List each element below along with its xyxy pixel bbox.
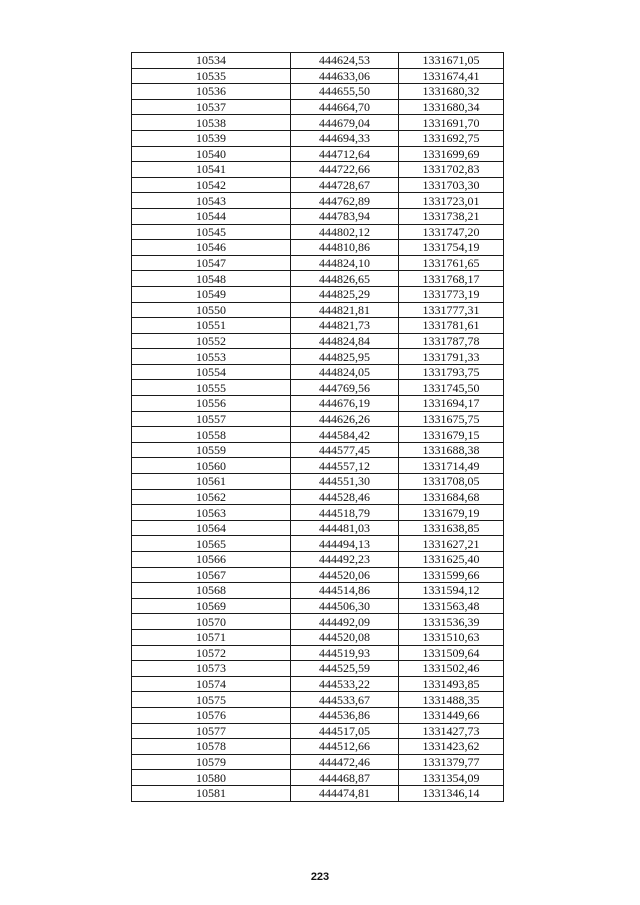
table-row — [132, 193, 504, 209]
x-coordinate-cell: 444679,04 — [291, 115, 399, 131]
x-coordinate-cell: 444821,81 — [291, 302, 399, 318]
y-coordinate-cell: 1331692,75 — [399, 130, 504, 146]
x-coordinate-cell: 444472,46 — [291, 754, 399, 770]
point-number-cell: 10570 — [132, 614, 291, 630]
x-coordinate-cell: 444551,30 — [291, 474, 399, 490]
point-number-cell: 10572 — [132, 645, 291, 661]
point-number-cell: 10580 — [132, 770, 291, 786]
x-coordinate-cell: 444584,42 — [291, 427, 399, 443]
table-row — [132, 380, 504, 396]
point-number-cell: 10577 — [132, 723, 291, 739]
table-row — [132, 629, 504, 645]
x-coordinate-cell: 444655,50 — [291, 84, 399, 100]
y-coordinate-cell: 1331679,19 — [399, 505, 504, 521]
x-coordinate-cell: 444528,46 — [291, 489, 399, 505]
y-coordinate-cell: 1331723,01 — [399, 193, 504, 209]
x-coordinate-cell: 444626,26 — [291, 411, 399, 427]
y-coordinate-cell: 1331563,48 — [399, 598, 504, 614]
table-row — [132, 68, 504, 84]
table-row — [132, 645, 504, 661]
x-coordinate-cell: 444474,81 — [291, 785, 399, 801]
point-number-cell: 10544 — [132, 208, 291, 224]
x-coordinate-cell: 444824,84 — [291, 333, 399, 349]
y-coordinate-cell: 1331777,31 — [399, 302, 504, 318]
y-coordinate-cell: 1331594,12 — [399, 583, 504, 599]
table-row — [132, 505, 504, 521]
point-number-cell: 10569 — [132, 598, 291, 614]
point-number-cell: 10571 — [132, 629, 291, 645]
point-number-cell: 10548 — [132, 271, 291, 287]
y-coordinate-cell: 1331754,19 — [399, 240, 504, 256]
y-coordinate-cell: 1331761,65 — [399, 255, 504, 271]
y-coordinate-cell: 1331627,21 — [399, 536, 504, 552]
y-coordinate-cell: 1331773,19 — [399, 286, 504, 302]
table-row — [132, 707, 504, 723]
x-coordinate-cell: 444525,59 — [291, 661, 399, 677]
table-row — [132, 661, 504, 677]
table-row — [132, 396, 504, 412]
y-coordinate-cell: 1331493,85 — [399, 676, 504, 692]
y-coordinate-cell: 1331781,61 — [399, 318, 504, 334]
table-row — [132, 240, 504, 256]
point-number-cell: 10539 — [132, 130, 291, 146]
y-coordinate-cell: 1331449,66 — [399, 707, 504, 723]
y-coordinate-cell: 1331787,78 — [399, 333, 504, 349]
table-row — [132, 676, 504, 692]
table-row — [132, 84, 504, 100]
y-coordinate-cell: 1331502,46 — [399, 661, 504, 677]
table-row — [132, 271, 504, 287]
y-coordinate-cell: 1331638,85 — [399, 520, 504, 536]
point-number-cell: 10575 — [132, 692, 291, 708]
y-coordinate-cell: 1331694,17 — [399, 396, 504, 412]
table-row — [132, 598, 504, 614]
point-number-cell: 10550 — [132, 302, 291, 318]
y-coordinate-cell: 1331510,63 — [399, 629, 504, 645]
x-coordinate-cell: 444826,65 — [291, 271, 399, 287]
point-number-cell: 10535 — [132, 68, 291, 84]
point-number-cell: 10547 — [132, 255, 291, 271]
x-coordinate-cell: 444520,08 — [291, 629, 399, 645]
point-number-cell: 10574 — [132, 676, 291, 692]
point-number-cell: 10534 — [132, 53, 291, 69]
table-row — [132, 411, 504, 427]
table-row — [132, 318, 504, 334]
x-coordinate-cell: 444519,93 — [291, 645, 399, 661]
x-coordinate-cell: 444633,06 — [291, 68, 399, 84]
point-number-cell: 10541 — [132, 162, 291, 178]
table-row — [132, 754, 504, 770]
y-coordinate-cell: 1331745,50 — [399, 380, 504, 396]
x-coordinate-cell: 444518,79 — [291, 505, 399, 521]
x-coordinate-cell: 444712,64 — [291, 146, 399, 162]
x-coordinate-cell: 444783,94 — [291, 208, 399, 224]
x-coordinate-cell: 444481,03 — [291, 520, 399, 536]
x-coordinate-cell: 444494,13 — [291, 536, 399, 552]
point-number-cell: 10562 — [132, 489, 291, 505]
table-row — [132, 442, 504, 458]
point-number-cell: 10546 — [132, 240, 291, 256]
table-row — [132, 286, 504, 302]
table-row — [132, 130, 504, 146]
point-number-cell: 10581 — [132, 785, 291, 801]
y-coordinate-cell: 1331793,75 — [399, 364, 504, 380]
point-number-cell: 10540 — [132, 146, 291, 162]
point-number-cell: 10559 — [132, 442, 291, 458]
table-row — [132, 224, 504, 240]
y-coordinate-cell: 1331354,09 — [399, 770, 504, 786]
point-number-cell: 10553 — [132, 349, 291, 365]
table-row — [132, 567, 504, 583]
x-coordinate-cell: 444769,56 — [291, 380, 399, 396]
table-row — [132, 583, 504, 599]
coordinates-table — [131, 52, 504, 802]
x-coordinate-cell: 444825,95 — [291, 349, 399, 365]
x-coordinate-cell: 444694,33 — [291, 130, 399, 146]
point-number-cell: 10560 — [132, 458, 291, 474]
table-row — [132, 364, 504, 380]
point-number-cell: 10554 — [132, 364, 291, 380]
y-coordinate-cell: 1331708,05 — [399, 474, 504, 490]
x-coordinate-cell: 444557,12 — [291, 458, 399, 474]
x-coordinate-cell: 444676,19 — [291, 396, 399, 412]
x-coordinate-cell: 444533,67 — [291, 692, 399, 708]
table-body — [132, 53, 504, 802]
x-coordinate-cell: 444762,89 — [291, 193, 399, 209]
point-number-cell: 10538 — [132, 115, 291, 131]
y-coordinate-cell: 1331768,17 — [399, 271, 504, 287]
x-coordinate-cell: 444520,06 — [291, 567, 399, 583]
point-number-cell: 10542 — [132, 177, 291, 193]
x-coordinate-cell: 444492,23 — [291, 552, 399, 568]
point-number-cell: 10565 — [132, 536, 291, 552]
page-number: 223 — [310, 871, 330, 883]
x-coordinate-cell: 444512,66 — [291, 739, 399, 755]
x-coordinate-cell: 444533,22 — [291, 676, 399, 692]
point-number-cell: 10552 — [132, 333, 291, 349]
x-coordinate-cell: 444664,70 — [291, 99, 399, 115]
y-coordinate-cell: 1331536,39 — [399, 614, 504, 630]
table-row — [132, 614, 504, 630]
table-row — [132, 692, 504, 708]
point-number-cell: 10579 — [132, 754, 291, 770]
y-coordinate-cell: 1331674,41 — [399, 68, 504, 84]
point-number-cell: 10543 — [132, 193, 291, 209]
y-coordinate-cell: 1331625,40 — [399, 552, 504, 568]
table-row — [132, 162, 504, 178]
point-number-cell: 10568 — [132, 583, 291, 599]
table-row — [132, 520, 504, 536]
table-row — [132, 785, 504, 801]
x-coordinate-cell: 444824,10 — [291, 255, 399, 271]
point-number-cell: 10549 — [132, 286, 291, 302]
table-row — [132, 208, 504, 224]
x-coordinate-cell: 444536,86 — [291, 707, 399, 723]
point-number-cell: 10551 — [132, 318, 291, 334]
y-coordinate-cell: 1331703,30 — [399, 177, 504, 193]
table-row — [132, 723, 504, 739]
y-coordinate-cell: 1331346,14 — [399, 785, 504, 801]
x-coordinate-cell: 444728,67 — [291, 177, 399, 193]
y-coordinate-cell: 1331680,32 — [399, 84, 504, 100]
y-coordinate-cell: 1331423,62 — [399, 739, 504, 755]
table-row — [132, 536, 504, 552]
x-coordinate-cell: 444514,86 — [291, 583, 399, 599]
x-coordinate-cell: 444810,86 — [291, 240, 399, 256]
y-coordinate-cell: 1331379,77 — [399, 754, 504, 770]
table-row — [132, 255, 504, 271]
x-coordinate-cell: 444825,29 — [291, 286, 399, 302]
point-number-cell: 10564 — [132, 520, 291, 536]
y-coordinate-cell: 1331488,35 — [399, 692, 504, 708]
table-row — [132, 302, 504, 318]
point-number-cell: 10578 — [132, 739, 291, 755]
point-number-cell: 10561 — [132, 474, 291, 490]
y-coordinate-cell: 1331679,15 — [399, 427, 504, 443]
point-number-cell: 10555 — [132, 380, 291, 396]
table-row — [132, 333, 504, 349]
table-row — [132, 489, 504, 505]
y-coordinate-cell: 1331671,05 — [399, 53, 504, 69]
x-coordinate-cell: 444824,05 — [291, 364, 399, 380]
y-coordinate-cell: 1331738,21 — [399, 208, 504, 224]
x-coordinate-cell: 444468,87 — [291, 770, 399, 786]
table-row — [132, 349, 504, 365]
y-coordinate-cell: 1331714,49 — [399, 458, 504, 474]
table-row — [132, 770, 504, 786]
table-row — [132, 739, 504, 755]
point-number-cell: 10556 — [132, 396, 291, 412]
point-number-cell: 10576 — [132, 707, 291, 723]
y-coordinate-cell: 1331675,75 — [399, 411, 504, 427]
x-coordinate-cell: 444722,66 — [291, 162, 399, 178]
point-number-cell: 10545 — [132, 224, 291, 240]
point-number-cell: 10567 — [132, 567, 291, 583]
y-coordinate-cell: 1331688,38 — [399, 442, 504, 458]
y-coordinate-cell: 1331702,83 — [399, 162, 504, 178]
point-number-cell: 10557 — [132, 411, 291, 427]
table-row — [132, 146, 504, 162]
point-number-cell: 10573 — [132, 661, 291, 677]
x-coordinate-cell: 444517,05 — [291, 723, 399, 739]
y-coordinate-cell: 1331427,73 — [399, 723, 504, 739]
y-coordinate-cell: 1331684,68 — [399, 489, 504, 505]
x-coordinate-cell: 444577,45 — [291, 442, 399, 458]
x-coordinate-cell: 444821,73 — [291, 318, 399, 334]
point-number-cell: 10536 — [132, 84, 291, 100]
x-coordinate-cell: 444506,30 — [291, 598, 399, 614]
y-coordinate-cell: 1331699,69 — [399, 146, 504, 162]
x-coordinate-cell: 444802,12 — [291, 224, 399, 240]
table-row — [132, 177, 504, 193]
x-coordinate-cell: 444624,53 — [291, 53, 399, 69]
table-row — [132, 427, 504, 443]
point-number-cell: 10563 — [132, 505, 291, 521]
table-row — [132, 99, 504, 115]
table-row — [132, 53, 504, 69]
point-number-cell: 10566 — [132, 552, 291, 568]
point-number-cell: 10537 — [132, 99, 291, 115]
x-coordinate-cell: 444492,09 — [291, 614, 399, 630]
y-coordinate-cell: 1331509,64 — [399, 645, 504, 661]
point-number-cell: 10558 — [132, 427, 291, 443]
y-coordinate-cell: 1331599,66 — [399, 567, 504, 583]
y-coordinate-cell: 1331791,33 — [399, 349, 504, 365]
table-row — [132, 458, 504, 474]
table-row — [132, 474, 504, 490]
y-coordinate-cell: 1331680,34 — [399, 99, 504, 115]
y-coordinate-cell: 1331691,70 — [399, 115, 504, 131]
y-coordinate-cell: 1331747,20 — [399, 224, 504, 240]
table-row — [132, 115, 504, 131]
table-row — [132, 552, 504, 568]
